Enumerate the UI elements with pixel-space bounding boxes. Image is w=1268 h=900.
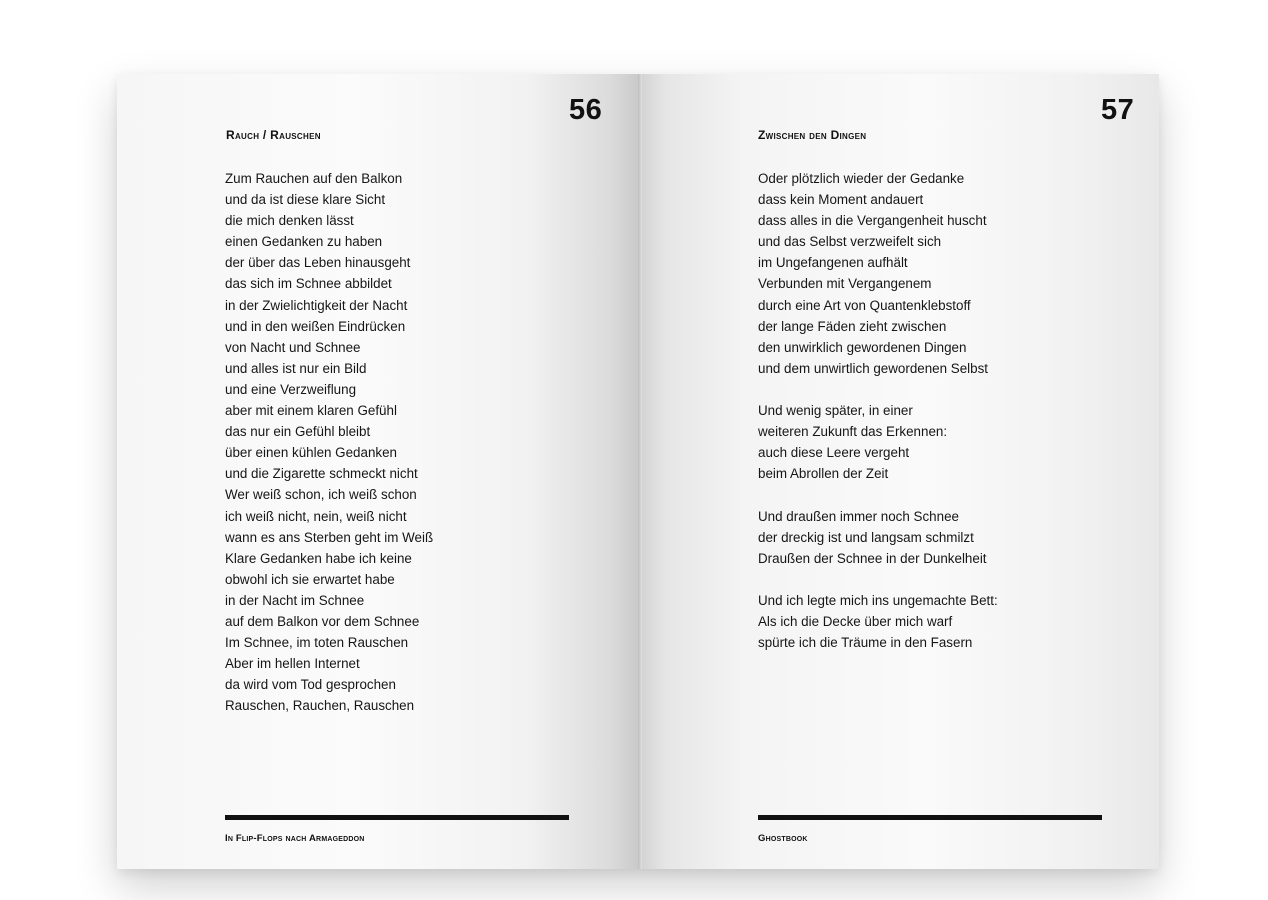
poem-line: Als ich die Decke über mich warf [758,613,953,629]
poem-line: Und ich legte mich ins ungemachte Bett: [758,592,998,608]
poem-line: aber mit einem klaren Gefühl [225,403,397,419]
poem-line: beim Abrollen der Zeit [758,466,889,482]
page-number: 57 [1101,94,1135,126]
book-title-footer: Ghostbook [758,833,808,844]
poem-title: Rauch / Rauschen [226,128,321,142]
poem-line: durch eine Art von Quantenklebstoff [758,297,971,313]
poem-body [758,168,998,653]
poem-line: und dem unwirtlich gewordenen Selbst [758,360,989,376]
poem-title: Zwischen den Dingen [758,128,867,142]
book-spine [638,74,642,869]
poem-line: Und wenig später, in einer [758,403,913,419]
poem-line: Verbunden mit Vergangenem [758,276,932,292]
poem-line: Rauschen, Rauchen, Rauschen [225,698,415,714]
poem-line: und das Selbst verzweifelt sich [758,234,942,250]
poem-line: weiteren Zukunft das Erkennen: [758,424,948,440]
poem-line: über einen kühlen Gedanken [225,445,397,461]
poem-line: das nur ein Gefühl bleibt [225,424,371,440]
poem-line: da wird vom Tod gesprochen [225,677,396,693]
poem-body [225,168,433,716]
open-book [117,74,1159,869]
poem-line: Und draußen immer noch Schnee [758,508,959,524]
poem-line: Im Schnee, im toten Rauschen [225,635,409,651]
poem-line: und die Zigarette schmeckt nicht [225,466,418,482]
poem-line: und eine Verzweiflung [225,381,357,397]
book-title-footer: In Flip-Flops nach Armageddon [225,833,365,844]
poem-line: Klare Gedanken habe ich keine [225,550,412,566]
poem-line: und da ist diese klare Sicht [225,192,386,208]
poem-line: Aber im hellen Internet [225,656,360,672]
poem-line: den unwirklich gewordenen Dingen [758,339,967,355]
poem-line: der dreckig ist und langsam schmilzt [758,529,974,545]
poem-line: Oder plötzlich wieder der Gedanke [758,171,965,186]
stanza-gap [758,484,998,505]
poem-line: von Nacht und Schnee [225,339,361,355]
poem-line: dass alles in die Vergangenheit huscht [758,213,987,229]
poem-line: und alles ist nur ein Bild [225,360,367,376]
poem-line: in der Nacht im Schnee [225,592,365,608]
page-number: 56 [569,94,603,126]
poem-line: der über das Leben hinausgeht [225,255,411,271]
poem-line: die mich denken lässt [225,213,354,229]
poem-line: auf dem Balkon vor dem Schnee [225,613,420,629]
poem-line: spürte ich die Träume in den Fasern [758,635,973,651]
poem-line: obwohl ich sie erwartet habe [225,571,395,587]
poem-line: im Ungefangenen aufhält [758,255,908,271]
poem-line: und in den weißen Eindrücken [225,318,406,334]
poem-line: ich weiß nicht, nein, weiß nicht [225,508,407,524]
poem-line: dass kein Moment andauert [758,192,924,208]
poem-line: einen Gedanken zu haben [225,234,383,250]
poem-line: Zum Rauchen auf den Balkon [225,171,403,186]
poem-line: das sich im Schnee abbildet [225,276,392,292]
poem-line: in der Zwielichtigkeit der Nacht [225,297,408,313]
stanza-gap [758,379,998,400]
poem-line: Draußen der Schnee in der Dunkelheit [758,550,987,566]
poem-line: wann es ans Sterben geht im Weiß [225,529,434,545]
poem-line: Wer weiß schon, ich weiß schon [225,487,417,503]
poem-line: der lange Fäden zieht zwischen [758,318,947,334]
left-page [117,74,640,869]
footer-rule [758,815,1102,820]
poem-line: auch diese Leere vergeht [758,445,910,461]
stanza-gap [758,569,998,590]
footer-rule [225,815,569,820]
right-page [640,74,1159,869]
